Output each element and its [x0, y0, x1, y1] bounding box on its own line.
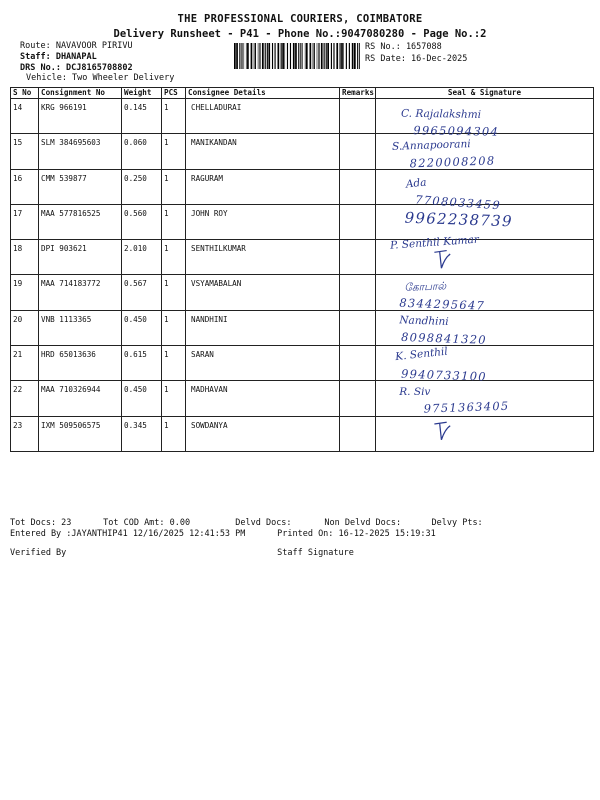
- barcode-bar: [282, 43, 284, 69]
- barcode-bar: [287, 43, 288, 69]
- row-remarks: [340, 275, 376, 310]
- row-sno: 21: [11, 346, 39, 381]
- signature-name: C. Rajalakshmi: [400, 107, 482, 121]
- barcode: [234, 43, 360, 69]
- row-sno: 14: [11, 99, 39, 134]
- row-consignment: SLM 384695603: [39, 134, 122, 169]
- col-seal: Seal & Signature: [376, 88, 594, 99]
- row-sno: 19: [11, 275, 39, 310]
- barcode-bar: [247, 43, 249, 69]
- table-row: [11, 275, 594, 310]
- row-pcs: 1: [162, 169, 186, 204]
- delvd-docs: Delvd Docs:: [235, 518, 292, 528]
- table-row: [11, 134, 594, 169]
- barcode-bar: [302, 43, 303, 69]
- signature-name: K. Senthil: [394, 345, 449, 364]
- barcode-bar: [310, 43, 312, 69]
- handwritten-signature: [376, 99, 593, 139]
- signature-phone: 8344295647: [399, 296, 486, 314]
- row-consignee: CHELLADURAI: [186, 99, 340, 134]
- row-consignee: SARAN: [186, 346, 340, 381]
- barcode-bar: [293, 43, 295, 69]
- barcode-bar: [258, 43, 259, 69]
- handwritten-signature: [376, 233, 593, 274]
- barcode-bar: [352, 43, 354, 69]
- row-weight: 0.145: [122, 99, 162, 134]
- staff-label: Staff: DHANAPAL: [20, 52, 97, 62]
- delvy-pts: Delvy Pts:: [431, 518, 483, 528]
- handwritten-signature: [376, 311, 593, 345]
- row-weight: 0.567: [122, 275, 162, 310]
- col-weight: Weight: [122, 88, 162, 99]
- barcode-bar: [346, 43, 347, 69]
- barcode-bar: [326, 43, 327, 69]
- col-consignment: Consignment No: [39, 88, 122, 99]
- row-signature: [376, 416, 594, 451]
- signature-line: [10, 548, 354, 558]
- company-title: THE PROFESSIONAL COURIERS, COIMBATORE: [177, 13, 423, 25]
- signature-phone: 9965094304: [413, 123, 500, 139]
- row-consignment: CMM 539877: [39, 169, 122, 204]
- table-row: [11, 346, 594, 381]
- handwritten-signature: [376, 345, 593, 384]
- row-weight: 0.250: [122, 169, 162, 204]
- row-signature: [376, 233, 594, 275]
- barcode-bar: [239, 43, 240, 69]
- route-label: Route: NAVAVOOR PIRIVU: [20, 41, 133, 51]
- row-signature: [376, 275, 594, 314]
- barcode-bar: [272, 43, 273, 69]
- tot-docs: Tot Docs: 23: [10, 518, 72, 528]
- table-row: [11, 381, 594, 416]
- vehicle-label: Vehicle: Two Wheeler Delivery: [26, 73, 175, 83]
- row-consignee: MANIKANDAN: [186, 134, 340, 169]
- handwritten-signature: [376, 417, 593, 451]
- barcode-bar: [298, 43, 299, 69]
- signature-name: Ada: [405, 176, 428, 191]
- barcode-bar: [241, 43, 242, 69]
- col-consignee: Consignee Details: [186, 88, 340, 99]
- row-signature: [376, 169, 594, 212]
- row-remarks: [340, 310, 376, 345]
- barcode-bar: [341, 43, 343, 69]
- barcode-bar: [318, 43, 319, 69]
- row-pcs: 1: [162, 204, 186, 239]
- entered-by: Entered By :JAYANTHIP41 12/16/2025 12:41:53 PM: [10, 529, 246, 539]
- row-sno: 15: [11, 134, 39, 169]
- barcode-bar: [354, 43, 356, 69]
- barcode-bar: [336, 43, 338, 69]
- rs-date: RS Date: 16-Dec-2025: [365, 54, 468, 64]
- printed-on: Printed On: 16-12-2025 15:19:31: [277, 529, 436, 539]
- barcode-bar: [317, 43, 318, 69]
- barcode-bar: [340, 43, 341, 69]
- row-signature: [376, 99, 594, 139]
- row-signature: [376, 134, 594, 169]
- barcode-bar: [290, 43, 291, 69]
- row-consignment: DPI 903621: [39, 240, 122, 275]
- barcode-bar: [349, 43, 350, 69]
- barcode-bar: [357, 43, 358, 69]
- barcode-bar: [333, 43, 334, 69]
- handwritten-signature: [376, 170, 593, 212]
- barcode-bar: [313, 43, 314, 69]
- signature-name: P. Senthil Kumar: [389, 233, 480, 252]
- barcode-bar: [324, 43, 325, 69]
- verified-by: Verified By: [10, 548, 67, 558]
- barcode-bar: [331, 43, 332, 69]
- signature-scribble: [434, 422, 450, 440]
- barcode-bar: [268, 43, 270, 69]
- barcode-bar: [305, 43, 306, 69]
- signature-phone: 9962238739: [404, 208, 514, 231]
- row-consignee: RAGURAM: [186, 169, 340, 204]
- non-delvd-docs: Non Delvd Docs:: [324, 518, 402, 528]
- row-pcs: 1: [162, 310, 186, 345]
- barcode-bar: [255, 43, 256, 69]
- tot-cod: Tot COD Amt: 0.00: [103, 518, 191, 528]
- row-weight: 2.010: [122, 240, 162, 275]
- row-pcs: 1: [162, 134, 186, 169]
- entry-line: [10, 529, 436, 539]
- table-row: [11, 310, 594, 345]
- table-row: [11, 99, 594, 134]
- signature-phone: 9751363405: [423, 399, 510, 417]
- barcode-bar: [327, 43, 329, 69]
- drs-number: DRS No.: DCJ8165708802: [20, 63, 133, 73]
- row-remarks: [340, 204, 376, 239]
- row-sno: 22: [11, 381, 39, 416]
- row-pcs: 1: [162, 275, 186, 310]
- barcode-bar: [295, 43, 297, 69]
- barcode-bar: [246, 43, 247, 69]
- barcode-bar: [254, 43, 255, 69]
- row-weight: 0.450: [122, 310, 162, 345]
- row-sno: 16: [11, 169, 39, 204]
- barcode-bar: [281, 43, 282, 69]
- handwritten-signature: [376, 205, 593, 239]
- row-consignee: VSYAMABALAN: [186, 275, 340, 310]
- signature-scribble: [434, 251, 450, 269]
- barcode-bar: [319, 43, 320, 69]
- barcode-bar: [300, 43, 301, 69]
- totals-line: [10, 518, 483, 528]
- row-weight: 0.060: [122, 134, 162, 169]
- row-signature: [376, 381, 594, 416]
- row-weight: 0.450: [122, 381, 162, 416]
- barcode-bar: [262, 43, 264, 69]
- barcode-bar: [267, 43, 268, 69]
- handwritten-signature: [376, 134, 593, 171]
- rs-number: RS No.: 1657088: [365, 42, 442, 52]
- table-header-row: [11, 88, 594, 99]
- row-remarks: [340, 169, 376, 204]
- row-consignee: JOHN ROY: [186, 204, 340, 239]
- row-sno: 20: [11, 310, 39, 345]
- barcode-bar: [260, 43, 261, 69]
- row-weight: 0.615: [122, 346, 162, 381]
- row-pcs: 1: [162, 381, 186, 416]
- barcode-bar: [236, 43, 238, 69]
- row-consignment: HRD 65013636: [39, 346, 122, 381]
- barcode-bar: [284, 43, 285, 69]
- signature-phone: 8220008208: [409, 153, 496, 171]
- row-consignment: VNB 1113365: [39, 310, 122, 345]
- barcode-bar: [251, 43, 253, 69]
- barcode-bar: [343, 43, 344, 69]
- barcode-bar: [259, 43, 260, 69]
- signature-name: R. Siv: [399, 386, 431, 399]
- row-consignment: MAA 710326944: [39, 381, 122, 416]
- row-sno: 17: [11, 204, 39, 239]
- row-remarks: [340, 134, 376, 169]
- row-remarks: [340, 240, 376, 275]
- row-remarks: [340, 346, 376, 381]
- table-row: [11, 169, 594, 204]
- row-weight: 0.560: [122, 204, 162, 239]
- barcode-bar: [321, 43, 323, 69]
- signature-phone: 7708033459: [414, 192, 502, 212]
- row-pcs: 1: [162, 416, 186, 451]
- handwritten-signature: [376, 275, 593, 314]
- signature-name: Nandhini: [399, 314, 449, 328]
- row-pcs: 1: [162, 240, 186, 275]
- signature-phone: 8098841320: [400, 329, 488, 347]
- runsheet-subtitle: Delivery Runsheet - P41 - Phone No.:9047080280 - Page No.:2: [113, 28, 487, 40]
- barcode-bar: [234, 43, 236, 69]
- col-remarks: Remarks: [340, 88, 376, 99]
- row-remarks: [340, 381, 376, 416]
- barcode-bar: [278, 43, 280, 69]
- row-pcs: 1: [162, 346, 186, 381]
- barcode-bar: [275, 43, 276, 69]
- row-consignee: SOWDANYA: [186, 416, 340, 451]
- row-signature: [376, 345, 594, 384]
- runsheet-table: [10, 87, 594, 452]
- row-sno: 23: [11, 416, 39, 451]
- row-remarks: [340, 99, 376, 134]
- row-remarks: [340, 416, 376, 451]
- table-row: [11, 416, 594, 451]
- row-consignment: IXM 509506575: [39, 416, 122, 451]
- row-consignment: MAA 714183772: [39, 275, 122, 310]
- table-row: [11, 240, 594, 275]
- signature-name: S.Annapoorani: [391, 138, 471, 154]
- staff-signature: Staff Signature: [277, 548, 354, 558]
- row-consignment: MAA 577816525: [39, 204, 122, 239]
- barcode-bar: [265, 43, 266, 69]
- row-consignee: MADHAVAN: [186, 381, 340, 416]
- barcode-bar: [314, 43, 315, 69]
- row-consignee: NANDHINI: [186, 310, 340, 345]
- col-pcs: PCS: [162, 88, 186, 99]
- table-row: [11, 204, 594, 239]
- row-signature: [376, 204, 594, 239]
- row-signature: [376, 310, 594, 345]
- col-sno: S No: [11, 88, 39, 99]
- row-pcs: 1: [162, 99, 186, 134]
- barcode-bar: [244, 43, 245, 69]
- row-weight: 0.345: [122, 416, 162, 451]
- row-consignment: KRG 966191: [39, 99, 122, 134]
- row-consignee: SENTHILKUMAR: [186, 240, 340, 275]
- barcode-bar: [306, 43, 308, 69]
- handwritten-signature: [376, 381, 593, 415]
- barcode-bar: [359, 43, 360, 69]
- signature-name: கோபால்: [404, 280, 447, 295]
- row-sno: 18: [11, 240, 39, 275]
- signature-phone: 9940733100: [400, 366, 488, 384]
